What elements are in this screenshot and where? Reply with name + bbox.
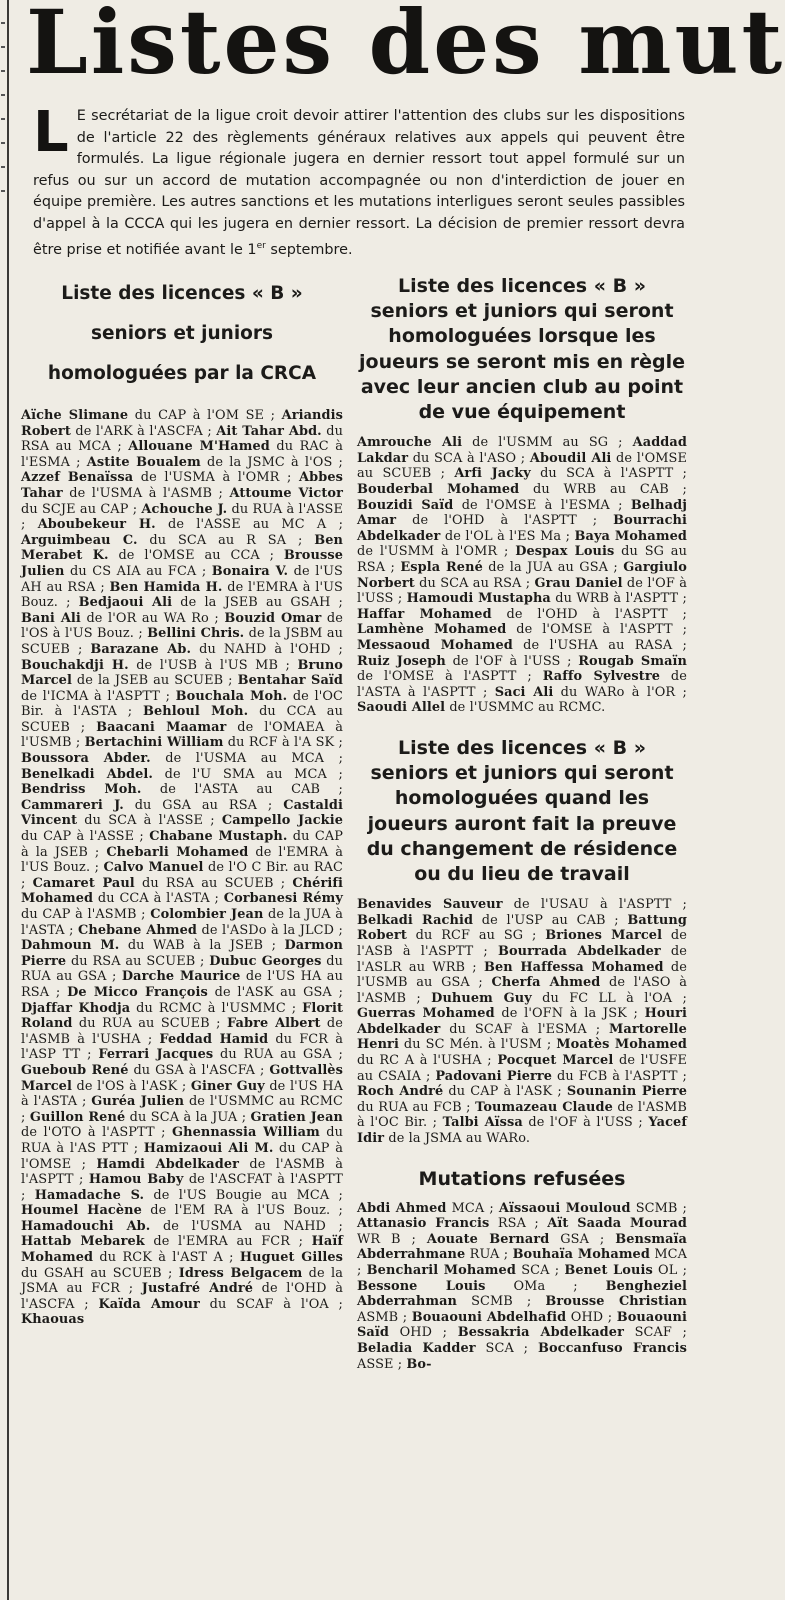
- refused-list: Abdi Ahmed MCA ; Aïssaoui Mouloud SCMB ; Attanasio Francis RSA ; Aït Saada Mourad WR B ; Aouate Bernard GSA ; Bensmaïa Abderrahmane RUA ; Bouhaïa Mohamed MCA ; Bencharil Mohamed SCA ; Benet Louis OL ; Bessone Louis OMa ; Bengheziel Abderrahman SCMB ; Brousse Christian ASMB ; Bouaouni Abdelhafid OHD ; Bouaouni Saïd OHD ; Bessakria Abdelkader SCAF ; Beladia Kadder SCA ; Boccanfuso Francis ASSE ; Bo-: [357, 1200, 688, 1372]
- right-column: [357, 274, 687, 1392]
- headline: Listes des mut: [26, 0, 785, 94]
- crca-list: Aïche Slimane du CAP à l'OM SE ; Ariandis Robert de l'ARK à l'ASCFA ; Ait Tahar Abd. du RSA au MCA ; Allouane M'Hamed du RAC à l'ESMA ; Astite Boualem de la JSMC à l'OS ; Azzef Benaïssa de l'USMA à l'OMR ; Abbes Tahar de l'USMA à l'ASMB ; Attoume Victor du SCJE au CAP ; Achouche J. du RUA à l'ASSE ; Aboubekeur H. de l'ASSE au MC A ; Arguimbeau C. du SCA au R SA ; Ben Merabet K. de l'OMSE au CCA ; Brousse Julien du CS AIA au FCA ; Bonaira V. de l'US AH au RSA ; Ben Hamida H. de l'EMRA à l'US Bouz. ; Bedjaoui Ali de la JSEB au GSAH ; Bani Ali de l'OR au WA Ro ; Bouzid Omar de l'OS à l'US Bouz. ; Bellini Chris. de la JSBM au SCUEB ; Barazane Ab. du NAHD à l'OHD ; Bouchakdji H. de l'USB à l'US MB ; Bruno Marcel de la JSEB au SCUEB ; Bentahar Saïd de l'ICMA à l'ASPTT ; Bouchala Moh. de l'OC Bir. à l'ASTA ; Behloul Moh. du CCA au SCUEB ; Baacani Maamar de l'OMAEA à l'USMB ; Bertachini William du RCF à l'A SK ; Boussora Abder. de l'USMA au MCA ; Benelkadi Abdel. de l'U SMA au MCA ; Bendriss Moh. de l'ASTA au CAB ; Cammareri J. du GSA au RSA ; Castaldi Vincent du SCA à l'ASSE ; Campello Jackie du CAP à l'ASSE ; Chabane Mustaph. du CAP à la JSEB ; Chebarli Mohamed de l'EMRA à l'US Bouz. ; Calvo Manuel de l'O C Bir. au RAC ; Camaret Paul du RSA au SCUEB ; Chérifi Mohamed du CCA à l'ASTA ; Corbanesi Rémy du CAP à l'ASMB ; Colombier Jean de la JUA à l'ASTA ; Chebane Ahmed de l'ASDo à la JLCD ; Dahmoun M. du WAB à la JSEB ; Darmon Pierre du RSA au SCUEB ; Dubuc Georges du RUA au GSA ; Darche Maurice de l'US HA au RSA ; De Micco François de l'ASK au GSA ; Djaffar Khodja du RCMC à l'USMMC ; Florit Roland du RUA au SCUEB ; Fabre Albert de l'ASMB à l'USHA ; Feddad Hamid du FCR à l'ASP TT ; Ferrari Jacques du RUA au GSA ; Gueboub René du GSA à l'ASCFA ; Gottvallès Marcel de l'OS à l'ASK ; Giner Guy de l'US HA à l'ASTA ; Guréa Julien de l'USMMC au RCMC ; Guillon René du SCA à la JUA ; Gratien Jean de l'OTO à l'ASPTT ; Ghennassia William du RUA à l'AS PTT ; Hamizaoui Ali M. du CAP à l'OMSE ; Hamdi Abdelkader de l'ASMB à l'ASPTT ; Hamou Baby de l'ASCFAT à l'ASPTT ; Hamadache S. de l'US Bougie au MCA ; Houmel Hacène de l'EM RA à l'US Bouz. ; Hamadouchi Ab. de l'USMA au NAHD ; Hattab Mebarek de l'EMRA au FCR ; Haïf Mohamed du RCK à l'AST A ; Huguet Gilles du GSAH au SCUEB ; Idress Belgacem de la JSMA au FCR ; Justafré André de l'OHD à l'ASCFA ; Kaïda Amour du SCAF à l'OA ; Khaouas: [21, 408, 344, 1328]
- residence-list: Benavides Sauveur de l'USAU à l'ASPTT ; Belkadi Rachid de l'USP au CAB ; Battung Robert du RCF au SG ; Briones Marcel de l'ASB à l'ASPTT ; Bourrada Abdelkader de l'ASLR au WRB ; Ben Haffessa Mohamed de l'USMB au GSA ; Cherfa Ahmed de l'ASO à l'ASMB ; Duhuem Guy du FC LL à l'OA ; Guerras Mohamed de l'OFN à la JSK ; Houri Abdelkader du SCAF à l'ESMA ; Martorelle Henri du SC Mén. à l'USM ; Moatès Mohamed du RC A à l'USHA ; Pocquet Marcel de l'USFE au CSAIA ; Padovani Pierre du FCB à l'ASPTT ; Roch André du CAP à l'ASK ; Sounanin Pierre du RUA au FCB ; Toumazeau Claude de l'ASMB à l'OC Bir. ; Talbi Aïssa de l'OF à l'USS ; Yacef Idir de la JSMA au WARo.: [357, 897, 687, 1147]
- intro-paragraph: [33, 100, 685, 261]
- left-column: [21, 274, 343, 1348]
- page-edge-marks: [0, 0, 6, 1600]
- intro-dropcap: L: [33, 100, 69, 165]
- intro-text: E secrétariat de la ligue croit devoir attirer l'attention des clubs sur les dispositions de l'article 22 des règlements généraux relatives aux appels qui peuvent être formulés. La ligue régionale jugera en dernier ressort tout appel formulé sur un refus ou sur un accord de mutation accompagnée ou non d'interdiction de jouer en équipe première. Les autres sanctions et les mutations interligues seront seules passibles d'appel à la CCCA qui les jugera en dernier ressort. La décision de premier ressort devra être prise et notifiée avant le 1: [33, 108, 685, 258]
- equipment-list: Amrouche Ali de l'USMM au SG ; Aaddad Lakdar du SCA à l'ASO ; Aboudil Ali de l'OMSE au SCUEB ; Arfi Jacky du SCA à l'ASPTT ; Bouderbal Mohamed du WRB au CAB ; Bouzidi Saïd de l'OMSE à l'ESMA ; Belhadj Amar de l'OHD à l'ASPTT ; Bourrachi Abdelkader de l'OL à l'ES Ma ; Baya Mohamed de l'USMM à l'OMR ; Despax Louis du SG au RSA ; Espla René de la JUA au GSA ; Gargiulo Norbert du SCA au RSA ; Grau Daniel de l'OF à l'USS ; Hamoudi Mustapha du WRB à l'ASPTT ; Haffar Mohamed de l'OHD à l'ASPTT ; Lamhène Mohamed de l'OMSE à l'ASPTT ; Messaoud Mohamed de l'USHA au RASA ; Ruiz Joseph de l'OF à l'USS ; Rougab Smaïn de l'OMSE à l'ASPTT ; Raffo Sylvestre de l'ASTA à l'ASPTT ; Saci Ali du WARo à l'OR ; Saoudi Allel de l'USMMC au RCMC.: [357, 435, 688, 716]
- refused-title: Mutations refusées: [418, 1167, 626, 1190]
- intro-text-end: septembre.: [265, 241, 353, 258]
- crca-title: Liste des licences « B » seniors et juniors homologuées par la CRCA: [47, 283, 317, 384]
- page-left-rule: [7, 0, 9, 1600]
- residence-title: Liste des licences « B » seniors et juniors qui seront homologuées quand les joueurs auront fait la preuve du changement de résidence ou du lieu de travail: [366, 736, 678, 885]
- intro-sup: er: [256, 240, 266, 251]
- equipment-title: Liste des licences « B » seniors et juniors qui seront homologuées lorsque les joueurs se seront mis en règle avec leur ancien club au point de vue équipement: [359, 275, 685, 424]
